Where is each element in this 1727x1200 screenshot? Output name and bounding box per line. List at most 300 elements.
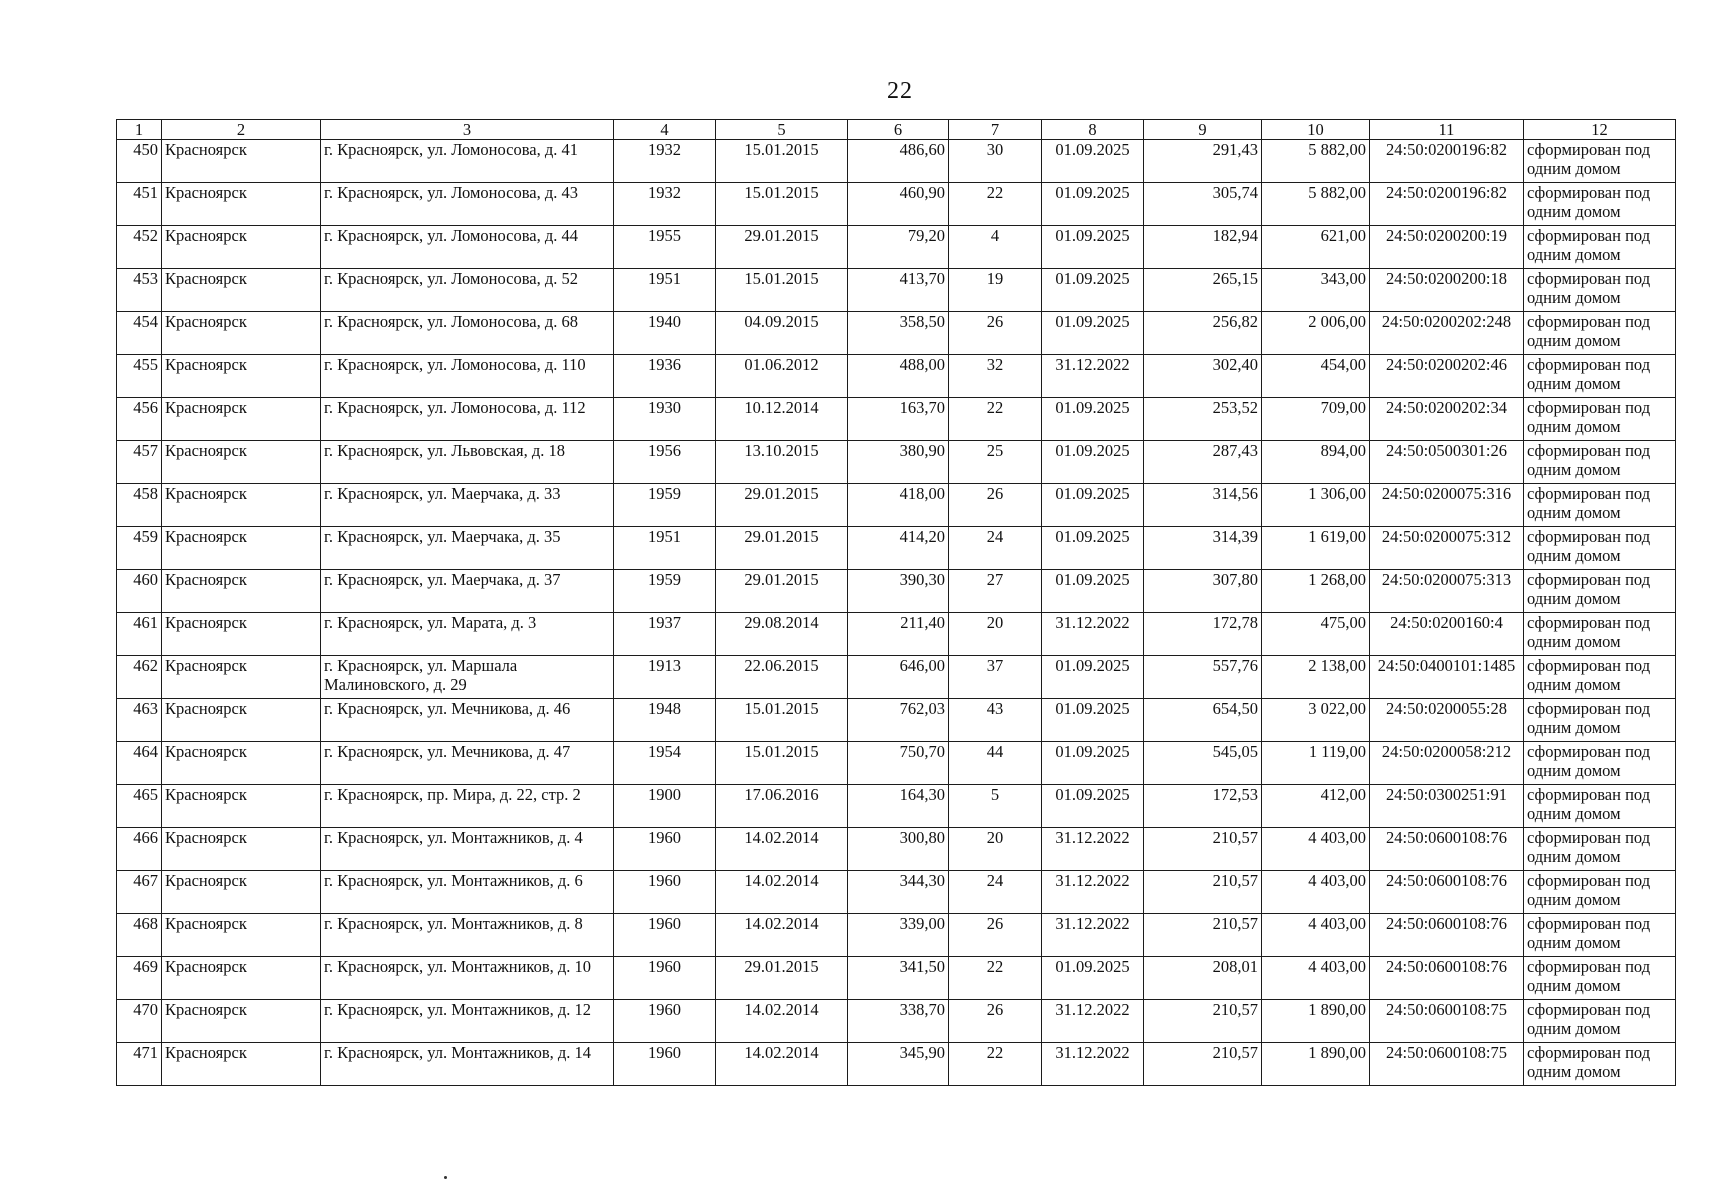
year-built-cell: 1960 [614,1043,716,1086]
table-row [117,441,1676,484]
area-cell: 414,20 [848,527,949,570]
deadline-cell: 01.09.2025 [1042,570,1144,613]
address-cell: г. Красноярск, ул. Ломоносова, д. 44 [321,226,614,269]
year-built-cell: 1960 [614,957,716,1000]
table-row [117,398,1676,441]
cadastral-number-cell: 24:50:0200202:46 [1370,355,1524,398]
land-area-cell: 5 882,00 [1262,183,1370,226]
deadline-cell: 01.09.2025 [1042,785,1144,828]
deadline-cell: 01.09.2025 [1042,957,1144,1000]
address-cell: г. Красноярск, ул. Маерчака, д. 33 [321,484,614,527]
row-number-cell: 467 [117,871,162,914]
year-built-cell: 1913 [614,656,716,699]
row-number-cell: 464 [117,742,162,785]
status-cell: сформирован под одним домом [1524,957,1676,1000]
deadline-cell: 31.12.2022 [1042,828,1144,871]
status-cell: сформирован под одним домом [1524,312,1676,355]
deadline-cell: 31.12.2022 [1042,1000,1144,1043]
row-number-cell: 451 [117,183,162,226]
address-cell: г. Красноярск, пр. Мира, д. 22, стр. 2 [321,785,614,828]
cadastral-number-cell: 24:50:0200055:28 [1370,699,1524,742]
column-header: 8 [1042,120,1144,140]
land-area-cell: 621,00 [1262,226,1370,269]
year-built-cell: 1954 [614,742,716,785]
status-cell: сформирован под одним домом [1524,1043,1676,1086]
residents-count-cell: 19 [949,269,1042,312]
value-cell: 291,43 [1144,140,1262,183]
table-row [117,828,1676,871]
value-cell: 253,52 [1144,398,1262,441]
table-row [117,914,1676,957]
address-cell: г. Красноярск, ул. Монтажников, д. 4 [321,828,614,871]
value-cell: 210,57 [1144,871,1262,914]
deadline-cell: 31.12.2022 [1042,1043,1144,1086]
city-cell: Красноярск [162,183,321,226]
year-built-cell: 1930 [614,398,716,441]
area-cell: 413,70 [848,269,949,312]
address-cell: г. Красноярск, ул. Ломоносова, д. 112 [321,398,614,441]
land-area-cell: 4 403,00 [1262,828,1370,871]
residents-count-cell: 27 [949,570,1042,613]
column-header: 9 [1144,120,1262,140]
table-row [117,742,1676,785]
deadline-cell: 01.09.2025 [1042,699,1144,742]
cadastral-number-cell: 24:50:0200202:248 [1370,312,1524,355]
row-number-cell: 471 [117,1043,162,1086]
header-row [117,120,1676,140]
city-cell: Красноярск [162,527,321,570]
residents-count-cell: 22 [949,1043,1042,1086]
deadline-cell: 31.12.2022 [1042,613,1144,656]
year-built-cell: 1932 [614,183,716,226]
land-area-cell: 1 890,00 [1262,1043,1370,1086]
table-row [117,312,1676,355]
status-cell: сформирован под одним домом [1524,871,1676,914]
date-cell: 17.06.2016 [716,785,848,828]
column-header: 1 [117,120,162,140]
city-cell: Красноярск [162,699,321,742]
column-header: 5 [716,120,848,140]
year-built-cell: 1932 [614,140,716,183]
status-cell: сформирован под одним домом [1524,484,1676,527]
column-header: 3 [321,120,614,140]
address-cell: г. Красноярск, ул. Монтажников, д. 12 [321,1000,614,1043]
year-built-cell: 1940 [614,312,716,355]
area-cell: 762,03 [848,699,949,742]
land-area-cell: 475,00 [1262,613,1370,656]
land-area-cell: 4 403,00 [1262,871,1370,914]
residents-count-cell: 44 [949,742,1042,785]
deadline-cell: 31.12.2022 [1042,871,1144,914]
address-cell: г. Красноярск, ул. Монтажников, д. 10 [321,957,614,1000]
land-area-cell: 2 006,00 [1262,312,1370,355]
area-cell: 380,90 [848,441,949,484]
area-cell: 341,50 [848,957,949,1000]
year-built-cell: 1960 [614,828,716,871]
date-cell: 14.02.2014 [716,828,848,871]
column-header: 7 [949,120,1042,140]
row-number-cell: 463 [117,699,162,742]
cadastral-number-cell: 24:50:0400101:1485 [1370,656,1524,699]
value-cell: 210,57 [1144,1043,1262,1086]
cadastral-number-cell: 24:50:0200196:82 [1370,183,1524,226]
cadastral-number-cell: 24:50:0600108:76 [1370,828,1524,871]
city-cell: Красноярск [162,742,321,785]
deadline-cell: 01.09.2025 [1042,183,1144,226]
year-built-cell: 1955 [614,226,716,269]
value-cell: 545,05 [1144,742,1262,785]
residents-count-cell: 24 [949,527,1042,570]
residents-count-cell: 24 [949,871,1042,914]
row-number-cell: 452 [117,226,162,269]
table-row [117,613,1676,656]
row-number-cell: 462 [117,656,162,699]
deadline-cell: 01.09.2025 [1042,226,1144,269]
deadline-cell: 01.09.2025 [1042,742,1144,785]
table-row [117,355,1676,398]
deadline-cell: 01.09.2025 [1042,398,1144,441]
residents-count-cell: 22 [949,398,1042,441]
row-number-cell: 460 [117,570,162,613]
residents-count-cell: 37 [949,656,1042,699]
date-cell: 15.01.2015 [716,140,848,183]
value-cell: 265,15 [1144,269,1262,312]
cadastral-number-cell: 24:50:0200075:316 [1370,484,1524,527]
year-built-cell: 1936 [614,355,716,398]
deadline-cell: 01.09.2025 [1042,527,1144,570]
year-built-cell: 1951 [614,527,716,570]
land-area-cell: 412,00 [1262,785,1370,828]
address-cell: г. Красноярск, ул. Ломоносова, д. 110 [321,355,614,398]
date-cell: 15.01.2015 [716,699,848,742]
row-number-cell: 455 [117,355,162,398]
area-cell: 339,00 [848,914,949,957]
date-cell: 29.01.2015 [716,957,848,1000]
column-header: 4 [614,120,716,140]
deadline-cell: 01.09.2025 [1042,269,1144,312]
land-area-cell: 1 619,00 [1262,527,1370,570]
deadline-cell: 01.09.2025 [1042,484,1144,527]
date-cell: 29.01.2015 [716,527,848,570]
address-cell: г. Красноярск, ул. Маршала Малиновского, д. 29 [321,656,614,699]
status-cell: сформирован под одним домом [1524,441,1676,484]
table-row [117,484,1676,527]
land-area-cell: 4 403,00 [1262,957,1370,1000]
residents-count-cell: 26 [949,484,1042,527]
city-cell: Красноярск [162,570,321,613]
year-built-cell: 1948 [614,699,716,742]
page-number: 22 [887,78,913,104]
value-cell: 172,53 [1144,785,1262,828]
row-number-cell: 453 [117,269,162,312]
city-cell: Красноярск [162,1043,321,1086]
cadastral-number-cell: 24:50:0600108:76 [1370,914,1524,957]
year-built-cell: 1956 [614,441,716,484]
row-number-cell: 454 [117,312,162,355]
year-built-cell: 1959 [614,484,716,527]
date-cell: 29.01.2015 [716,226,848,269]
status-cell: сформирован под одним домом [1524,613,1676,656]
date-cell: 15.01.2015 [716,742,848,785]
city-cell: Красноярск [162,914,321,957]
area-cell: 79,20 [848,226,949,269]
status-cell: сформирован под одним домом [1524,570,1676,613]
area-cell: 344,30 [848,871,949,914]
area-cell: 163,70 [848,398,949,441]
city-cell: Красноярск [162,398,321,441]
land-area-cell: 709,00 [1262,398,1370,441]
land-area-cell: 5 882,00 [1262,140,1370,183]
residents-count-cell: 26 [949,1000,1042,1043]
deadline-cell: 01.09.2025 [1042,312,1144,355]
residents-count-cell: 4 [949,226,1042,269]
year-built-cell: 1900 [614,785,716,828]
deadline-cell: 01.09.2025 [1042,441,1144,484]
row-number-cell: 461 [117,613,162,656]
address-cell: г. Красноярск, ул. Монтажников, д. 8 [321,914,614,957]
status-cell: сформирован под одним домом [1524,914,1676,957]
cadastral-number-cell: 24:50:0200160:4 [1370,613,1524,656]
land-area-cell: 1 306,00 [1262,484,1370,527]
value-cell: 256,82 [1144,312,1262,355]
value-cell: 172,78 [1144,613,1262,656]
address-cell: г. Красноярск, ул. Львовская, д. 18 [321,441,614,484]
area-cell: 460,90 [848,183,949,226]
date-cell: 22.06.2015 [716,656,848,699]
residents-count-cell: 20 [949,613,1042,656]
city-cell: Красноярск [162,871,321,914]
deadline-cell: 31.12.2022 [1042,914,1144,957]
table-row [117,226,1676,269]
residents-count-cell: 26 [949,312,1042,355]
city-cell: Красноярск [162,269,321,312]
city-cell: Красноярск [162,312,321,355]
status-cell: сформирован под одним домом [1524,398,1676,441]
land-area-cell: 1 268,00 [1262,570,1370,613]
area-cell: 345,90 [848,1043,949,1086]
address-cell: г. Красноярск, ул. Марата, д. 3 [321,613,614,656]
deadline-cell: 31.12.2022 [1042,355,1144,398]
table-row [117,269,1676,312]
city-cell: Красноярск [162,613,321,656]
cadastral-number-cell: 24:50:0200196:82 [1370,140,1524,183]
area-cell: 486,60 [848,140,949,183]
status-cell: сформирован под одним домом [1524,1000,1676,1043]
date-cell: 01.06.2012 [716,355,848,398]
city-cell: Красноярск [162,1000,321,1043]
status-cell: сформирован под одним домом [1524,226,1676,269]
cadastral-number-cell: 24:50:0200058:212 [1370,742,1524,785]
residents-count-cell: 30 [949,140,1042,183]
value-cell: 305,74 [1144,183,1262,226]
cadastral-number-cell: 24:50:0600108:75 [1370,1000,1524,1043]
land-area-cell: 894,00 [1262,441,1370,484]
date-cell: 14.02.2014 [716,914,848,957]
status-cell: сформирован под одним домом [1524,355,1676,398]
table-row [117,785,1676,828]
row-number-cell: 458 [117,484,162,527]
date-cell: 29.01.2015 [716,484,848,527]
value-cell: 210,57 [1144,828,1262,871]
land-area-cell: 454,00 [1262,355,1370,398]
year-built-cell: 1937 [614,613,716,656]
value-cell: 654,50 [1144,699,1262,742]
housing-registry-table [116,119,1676,1086]
row-number-cell: 457 [117,441,162,484]
value-cell: 307,80 [1144,570,1262,613]
cadastral-number-cell: 24:50:0300251:91 [1370,785,1524,828]
residents-count-cell: 20 [949,828,1042,871]
address-cell: г. Красноярск, ул. Ломоносова, д. 68 [321,312,614,355]
scan-mark [444,1176,447,1179]
city-cell: Красноярск [162,140,321,183]
land-area-cell: 1 890,00 [1262,1000,1370,1043]
table-row [117,871,1676,914]
row-number-cell: 469 [117,957,162,1000]
value-cell: 557,76 [1144,656,1262,699]
residents-count-cell: 32 [949,355,1042,398]
row-number-cell: 450 [117,140,162,183]
cadastral-number-cell: 24:50:0600108:76 [1370,957,1524,1000]
address-cell: г. Красноярск, ул. Маерчака, д. 35 [321,527,614,570]
value-cell: 287,43 [1144,441,1262,484]
cadastral-number-cell: 24:50:0200075:312 [1370,527,1524,570]
table-row [117,140,1676,183]
land-area-cell: 343,00 [1262,269,1370,312]
row-number-cell: 470 [117,1000,162,1043]
status-cell: сформирован под одним домом [1524,742,1676,785]
area-cell: 211,40 [848,613,949,656]
row-number-cell: 465 [117,785,162,828]
address-cell: г. Красноярск, ул. Монтажников, д. 14 [321,1043,614,1086]
year-built-cell: 1960 [614,871,716,914]
residents-count-cell: 5 [949,785,1042,828]
date-cell: 15.01.2015 [716,269,848,312]
column-header: 2 [162,120,321,140]
status-cell: сформирован под одним домом [1524,699,1676,742]
date-cell: 10.12.2014 [716,398,848,441]
city-cell: Красноярск [162,656,321,699]
value-cell: 208,01 [1144,957,1262,1000]
table-row [117,570,1676,613]
status-cell: сформирован под одним домом [1524,269,1676,312]
value-cell: 182,94 [1144,226,1262,269]
column-header: 10 [1262,120,1370,140]
table-row [117,656,1676,699]
table-row [117,957,1676,1000]
value-cell: 314,39 [1144,527,1262,570]
address-cell: г. Красноярск, ул. Мечникова, д. 47 [321,742,614,785]
address-cell: г. Красноярск, ул. Мечникова, д. 46 [321,699,614,742]
city-cell: Красноярск [162,785,321,828]
city-cell: Красноярск [162,226,321,269]
row-number-cell: 459 [117,527,162,570]
date-cell: 29.01.2015 [716,570,848,613]
column-header: 11 [1370,120,1524,140]
value-cell: 210,57 [1144,1000,1262,1043]
city-cell: Красноярск [162,484,321,527]
status-cell: сформирован под одним домом [1524,828,1676,871]
deadline-cell: 01.09.2025 [1042,656,1144,699]
address-cell: г. Красноярск, ул. Монтажников, д. 6 [321,871,614,914]
area-cell: 750,70 [848,742,949,785]
table-row [117,527,1676,570]
area-cell: 488,00 [848,355,949,398]
city-cell: Красноярск [162,828,321,871]
city-cell: Красноярск [162,355,321,398]
table-body [117,140,1676,1086]
date-cell: 29.08.2014 [716,613,848,656]
table-row [117,183,1676,226]
cadastral-number-cell: 24:50:0200200:18 [1370,269,1524,312]
cadastral-number-cell: 24:50:0500301:26 [1370,441,1524,484]
table-row [117,1000,1676,1043]
status-cell: сформирован под одним домом [1524,527,1676,570]
deadline-cell: 01.09.2025 [1042,140,1144,183]
year-built-cell: 1960 [614,1000,716,1043]
area-cell: 358,50 [848,312,949,355]
area-cell: 300,80 [848,828,949,871]
value-cell: 302,40 [1144,355,1262,398]
year-built-cell: 1951 [614,269,716,312]
address-cell: г. Красноярск, ул. Ломоносова, д. 52 [321,269,614,312]
column-header: 12 [1524,120,1676,140]
date-cell: 14.02.2014 [716,871,848,914]
year-built-cell: 1959 [614,570,716,613]
land-area-cell: 3 022,00 [1262,699,1370,742]
city-cell: Красноярск [162,441,321,484]
residents-count-cell: 43 [949,699,1042,742]
residents-count-cell: 26 [949,914,1042,957]
land-area-cell: 4 403,00 [1262,914,1370,957]
value-cell: 314,56 [1144,484,1262,527]
cadastral-number-cell: 24:50:0200200:19 [1370,226,1524,269]
column-header: 6 [848,120,949,140]
status-cell: сформирован под одним домом [1524,183,1676,226]
status-cell: сформирован под одним домом [1524,140,1676,183]
address-cell: г. Красноярск, ул. Маерчака, д. 37 [321,570,614,613]
area-cell: 418,00 [848,484,949,527]
land-area-cell: 2 138,00 [1262,656,1370,699]
area-cell: 646,00 [848,656,949,699]
area-cell: 390,30 [848,570,949,613]
date-cell: 13.10.2015 [716,441,848,484]
year-built-cell: 1960 [614,914,716,957]
row-number-cell: 456 [117,398,162,441]
cadastral-number-cell: 24:50:0600108:76 [1370,871,1524,914]
cadastral-number-cell: 24:50:0200202:34 [1370,398,1524,441]
address-cell: г. Красноярск, ул. Ломоносова, д. 41 [321,140,614,183]
cadastral-number-cell: 24:50:0600108:75 [1370,1043,1524,1086]
table-row [117,1043,1676,1086]
residents-count-cell: 22 [949,957,1042,1000]
area-cell: 338,70 [848,1000,949,1043]
date-cell: 14.02.2014 [716,1000,848,1043]
date-cell: 04.09.2015 [716,312,848,355]
row-number-cell: 468 [117,914,162,957]
area-cell: 164,30 [848,785,949,828]
cadastral-number-cell: 24:50:0200075:313 [1370,570,1524,613]
residents-count-cell: 22 [949,183,1042,226]
status-cell: сформирован под одним домом [1524,656,1676,699]
value-cell: 210,57 [1144,914,1262,957]
date-cell: 15.01.2015 [716,183,848,226]
city-cell: Красноярск [162,957,321,1000]
land-area-cell: 1 119,00 [1262,742,1370,785]
date-cell: 14.02.2014 [716,1043,848,1086]
residents-count-cell: 25 [949,441,1042,484]
status-cell: сформирован под одним домом [1524,785,1676,828]
